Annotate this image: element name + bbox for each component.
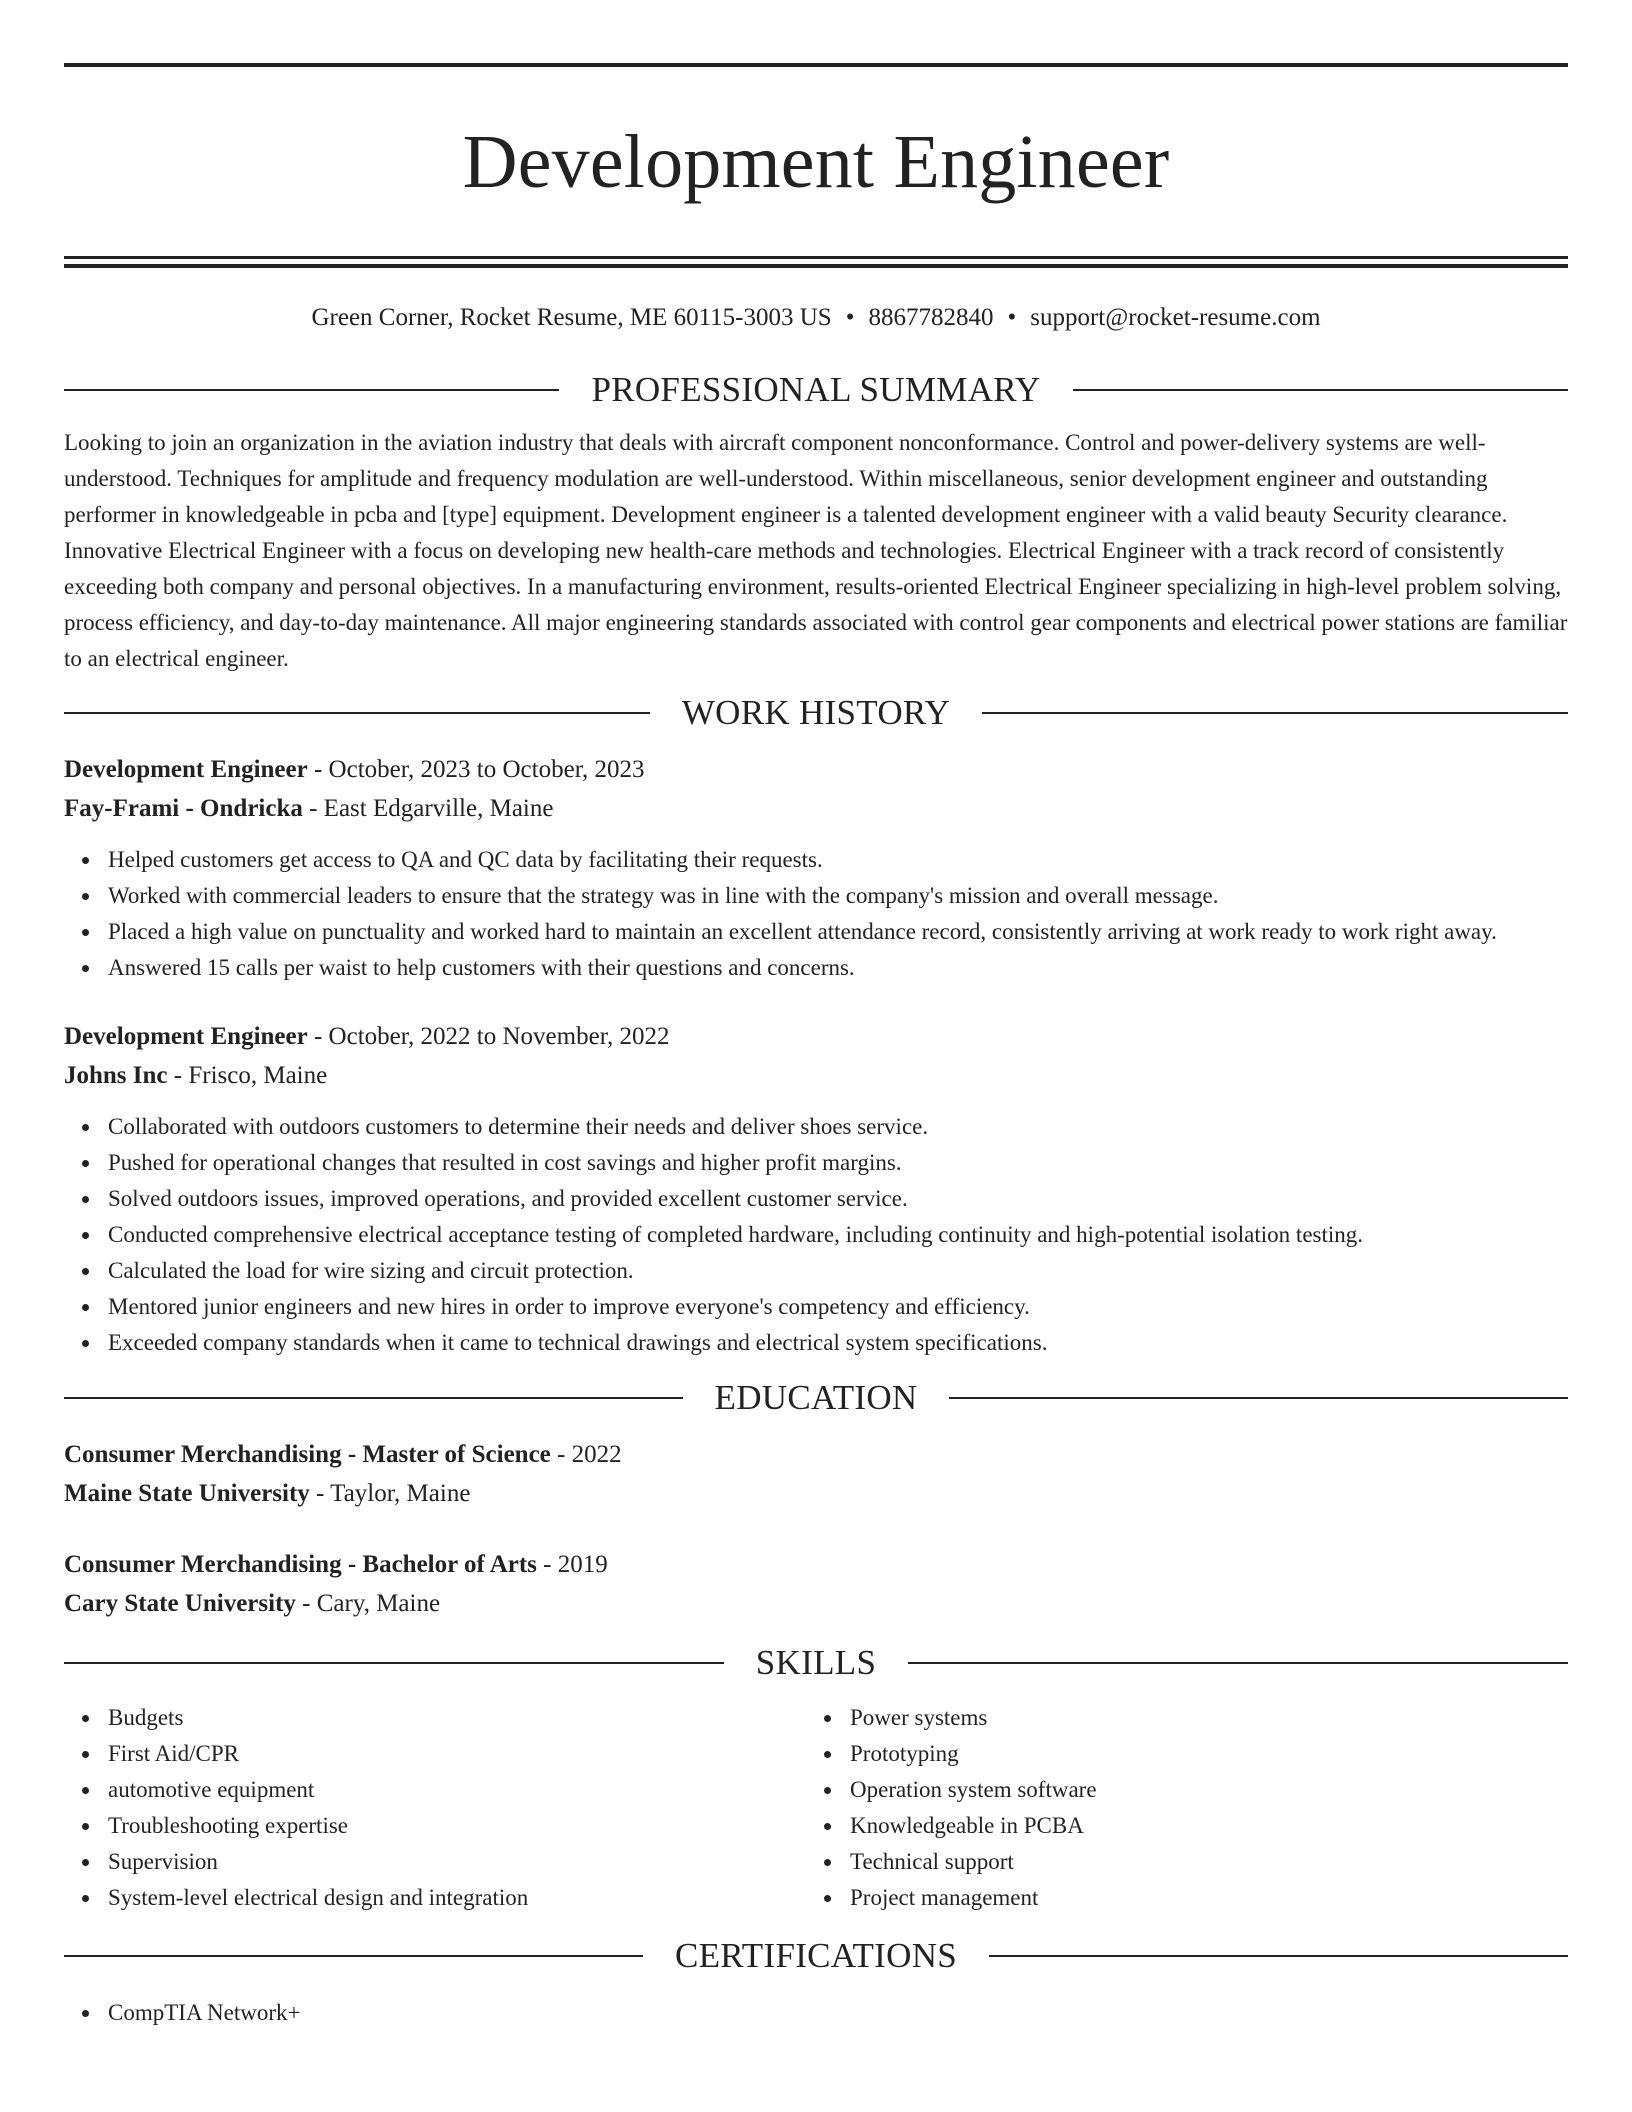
degree-year: - 2019: [536, 1551, 608, 1578]
summary-text: Looking to join an organization in the aviation industry that deals with aircraft component nonconformance. Control and power-delivery systems are well-understood. Techniques for amplitude and frequency modulation are well-understood. Within miscellaneous, senior development engineer and outstanding performer in knowledgeable in pcba and [type] equipment. Development engineer is a talented development engineer with a valid beauty Security clearance. Innovative Electrical Engineer with a focus on developing new health-care methods and technologies. Electrical Engineer with a track record of consistently exceeding both company and personal objectives. In a manufacturing environment, results-oriented Electrical Engineer specializing in high-level problem solving, process efficiency, and day-to-day maintenance. All major engineering standards associated with control gear components and electrical power stations are familiar to an electrical engineer.: [64, 430, 1568, 671]
skill-item: Budgets: [108, 1700, 806, 1736]
job-bullet: Answered 15 calls per waist to help customers with their questions and concerns.: [108, 950, 1568, 986]
heading-rule-left: [64, 389, 559, 391]
heading-rule-right: [908, 1662, 1568, 1664]
job-company: Johns Inc: [64, 1062, 168, 1089]
heading-rule-left: [64, 1955, 643, 1957]
job-company-line: [64, 789, 1568, 828]
job-company: Fay-Frami - Ondricka: [64, 795, 303, 822]
job-location: - East Edgarville, Maine: [302, 795, 554, 822]
skills-heading-label: SKILLS: [755, 1643, 877, 1682]
skills-heading: [64, 1640, 1568, 1686]
school-line: [64, 1584, 1568, 1623]
heading-rule-right: [1073, 389, 1568, 391]
school-location: - Taylor, Maine: [309, 1480, 471, 1507]
school-line: [64, 1474, 1568, 1513]
resume-name: Development Engineer: [462, 120, 1170, 204]
education-heading-label: EDUCATION: [714, 1378, 918, 1417]
certifications-heading: [64, 1933, 1568, 1979]
job-bullet: Helped customers get access to QA and QC data by facilitating their requests.: [108, 842, 1568, 878]
skill-item: Supervision: [108, 1844, 806, 1880]
skills-column-left: [64, 1700, 806, 1916]
contact-address: Green Corner, Rocket Resume, ME 60115-3003 US: [311, 304, 832, 331]
skills-list: [64, 1700, 806, 1916]
job-bullet: Solved outdoors issues, improved operations, and provided excellent customer service.: [108, 1181, 1568, 1217]
certification-item: CompTIA Network+: [108, 1995, 1568, 2031]
job-bullet: Mentored junior engineers and new hires in order to improve everyone's competency and efficiency.: [108, 1289, 1568, 1325]
job-entry: [64, 1017, 1568, 1361]
education-entry: [64, 1435, 1568, 1513]
job-bullet: Calculated the load for wire sizing and circuit protection.: [108, 1253, 1568, 1289]
school-location: - Cary, Maine: [295, 1590, 441, 1617]
skill-item: Troubleshooting expertise: [108, 1808, 806, 1844]
skill-item: Prototyping: [850, 1736, 1548, 1772]
double-rule: [64, 256, 1568, 268]
heading-rule-left: [64, 712, 650, 714]
heading-rule-left: [64, 1662, 724, 1664]
job-company-line: [64, 1056, 1568, 1095]
degree-year: - 2022: [550, 1441, 622, 1468]
job-bullet: Placed a high value on punctuality and worked hard to maintain an excellent attendance record, consistently arriving at work ready to work right away.: [108, 914, 1568, 950]
job-bullets: [64, 842, 1568, 986]
job-bullet: Collaborated with outdoors customers to determine their needs and deliver shoes service.: [108, 1109, 1568, 1145]
skill-item: First Aid/CPR: [108, 1736, 806, 1772]
job-dates: - October, 2023 to October, 2023: [307, 756, 645, 783]
education-entry: [64, 1545, 1568, 1623]
skills-column-right: [806, 1700, 1548, 1916]
skills-list: [806, 1700, 1548, 1916]
degree: Consumer Merchandising - Bachelor of Arts: [64, 1551, 537, 1578]
contact-email[interactable]: support@rocket-resume.com: [1030, 304, 1321, 331]
heading-rule-right: [989, 1955, 1568, 1957]
heading-rule-left: [64, 1397, 683, 1399]
education-heading: [64, 1375, 1568, 1421]
degree-line: [64, 1435, 1568, 1474]
job-title-line: [64, 1017, 1568, 1056]
skill-item: Operation system software: [850, 1772, 1548, 1808]
school: Cary State University: [64, 1590, 296, 1617]
contact-phone: 8867782840: [868, 304, 994, 331]
job-bullets: [64, 1109, 1568, 1361]
certifications-list: [64, 1995, 1568, 2031]
contact-separator: •: [1007, 304, 1017, 331]
heading-rule-right: [949, 1397, 1568, 1399]
school: Maine State University: [64, 1480, 310, 1507]
skill-item: automotive equipment: [108, 1772, 806, 1808]
job-bullet: Pushed for operational changes that resulted in cost savings and higher profit margins.: [108, 1145, 1568, 1181]
skill-item: Project management: [850, 1880, 1548, 1916]
degree-line: [64, 1545, 1568, 1584]
skill-item: Technical support: [850, 1844, 1548, 1880]
skills-grid: [64, 1700, 1568, 1916]
job-entry: [64, 750, 1568, 986]
job-bullet: Exceeded company standards when it came to technical drawings and electrical system specifications.: [108, 1325, 1568, 1361]
top-rule: [64, 63, 1568, 67]
job-bullet: Conducted comprehensive electrical acceptance testing of completed hardware, including continuity and high-potential isolation testing.: [108, 1217, 1568, 1253]
skill-item: System-level electrical design and integration: [108, 1880, 806, 1916]
skill-item: Knowledgeable in PCBA: [850, 1808, 1548, 1844]
job-title: Development Engineer: [64, 1023, 308, 1050]
skill-item: Power systems: [850, 1700, 1548, 1736]
summary-heading: [64, 367, 1568, 413]
job-location: - Frisco, Maine: [167, 1062, 328, 1089]
work-history-heading-label: WORK HISTORY: [681, 693, 951, 732]
heading-rule-right: [982, 712, 1568, 714]
resume-page: [64, 0, 1568, 2031]
degree: Consumer Merchandising - Master of Science: [64, 1441, 551, 1468]
job-dates: - October, 2022 to November, 2022: [307, 1023, 670, 1050]
contact-line: [64, 302, 1568, 334]
job-bullet: Worked with commercial leaders to ensure that the strategy was in line with the company's mission and overall message.: [108, 878, 1568, 914]
job-title: Development Engineer: [64, 756, 308, 783]
summary-heading-label: PROFESSIONAL SUMMARY: [591, 370, 1041, 409]
work-history-heading: [64, 690, 1568, 736]
certifications-heading-label: CERTIFICATIONS: [674, 1936, 958, 1975]
job-title-line: [64, 750, 1568, 789]
contact-separator: •: [845, 304, 855, 331]
